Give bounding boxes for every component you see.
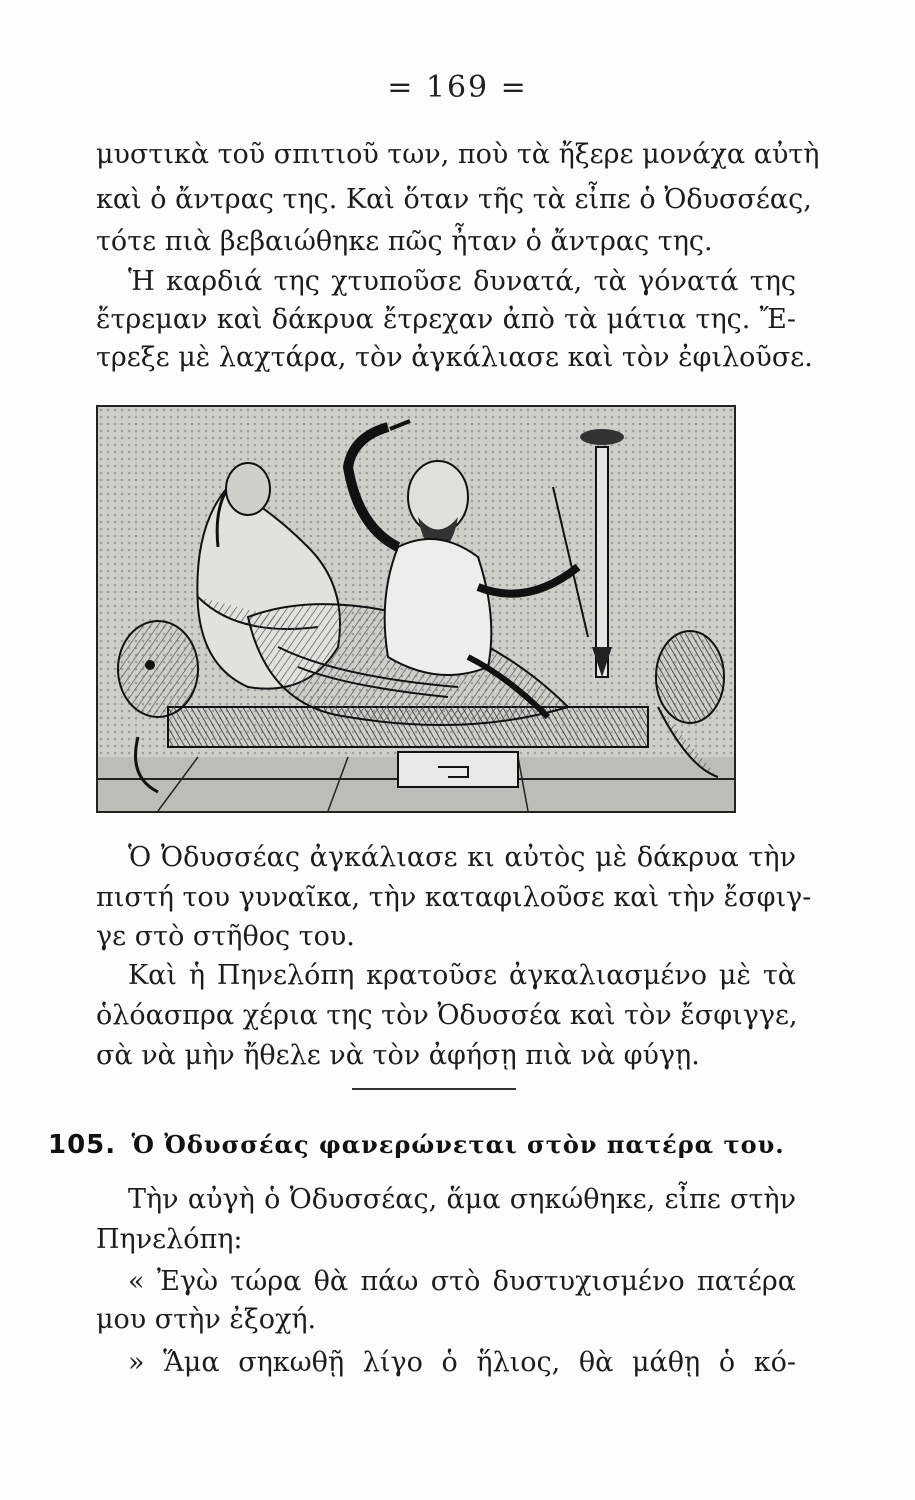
text-line: καὶ ὁ ἄντρας της. Καὶ ὅταν τῆς τὰ εἶπε ὁ Ὀδυσσέας, [96,184,812,215]
text-line: μυστικὰ τοῦ σπιτιοῦ των, ποὺ τὰ ἤξερε μονάχα αὐτὴ [96,139,820,170]
text-line: Ἡ καρδιά της χτυποῦσε δυνατά, τὰ γόνατά της [128,266,796,297]
text-line: ἔτρεμαν καὶ δάκρυα ἔτρεχαν ἀπὸ τὰ μάτια της. Ἔ- [96,304,796,335]
text-line: » Ἅμα σηκωθῇ λίγο ὁ ἥλιος, θὰ μάθῃ ὁ κό- [128,1347,796,1378]
section-heading [48,1128,808,1162]
text-line: Ὁ Ὀδυσσέας ἀγκάλιασε κι αὐτὸς μὲ δάκρυα τὴν [128,842,796,873]
page-number: = 169 = [387,70,528,105]
engraving-image [98,407,734,811]
text-line: Καὶ ἡ Πηνελόπη κρατοῦσε ἀγκαλιασμένο μὲ τὰ [128,960,796,991]
text-line: τρεξε μὲ λαχτάρα, τὸν ἀγκάλιασε καὶ τὸν ἐφιλοῦσε. [96,342,813,373]
text-line: γε στὸ στῆθος του. [96,921,355,952]
section-divider [352,1088,516,1090]
text-line: « Ἐγὼ τώρα θὰ πάω στὸ δυστυχισμένο πατέρα [128,1266,796,1297]
illustration-engraving [96,405,736,813]
text-line: ὁλόασπρα χέρια της τὸν Ὀδυσσέα καὶ τὸν ἔσφιγγε, [96,1000,798,1031]
text-line: μου στὴν ἐξοχή. [96,1304,317,1335]
text-line: Τὴν αὐγὴ ὁ Ὀδυσσέας, ἅμα σηκώθηκε, εἶπε στὴν [128,1184,796,1215]
section-number: 105. [48,1130,117,1160]
text-line: σὰ νὰ μὴν ἤθελε νὰ τὸν ἀφήσῃ πιὰ νὰ φύγῃ. [96,1040,700,1071]
text-line: Πηνελόπη: [96,1224,243,1255]
text-line: πιστή του γυναῖκα, τὴν καταφιλοῦσε καὶ τὴν ἔσφιγ- [96,882,812,913]
text-line: τότε πιὰ βεβαιώθηκε πῶς ἦταν ὁ ἄντρας της. [96,226,713,257]
section-title: Ὁ Ὀδυσσέας φανερώνεται στὸν πατέρα του. [131,1130,785,1159]
